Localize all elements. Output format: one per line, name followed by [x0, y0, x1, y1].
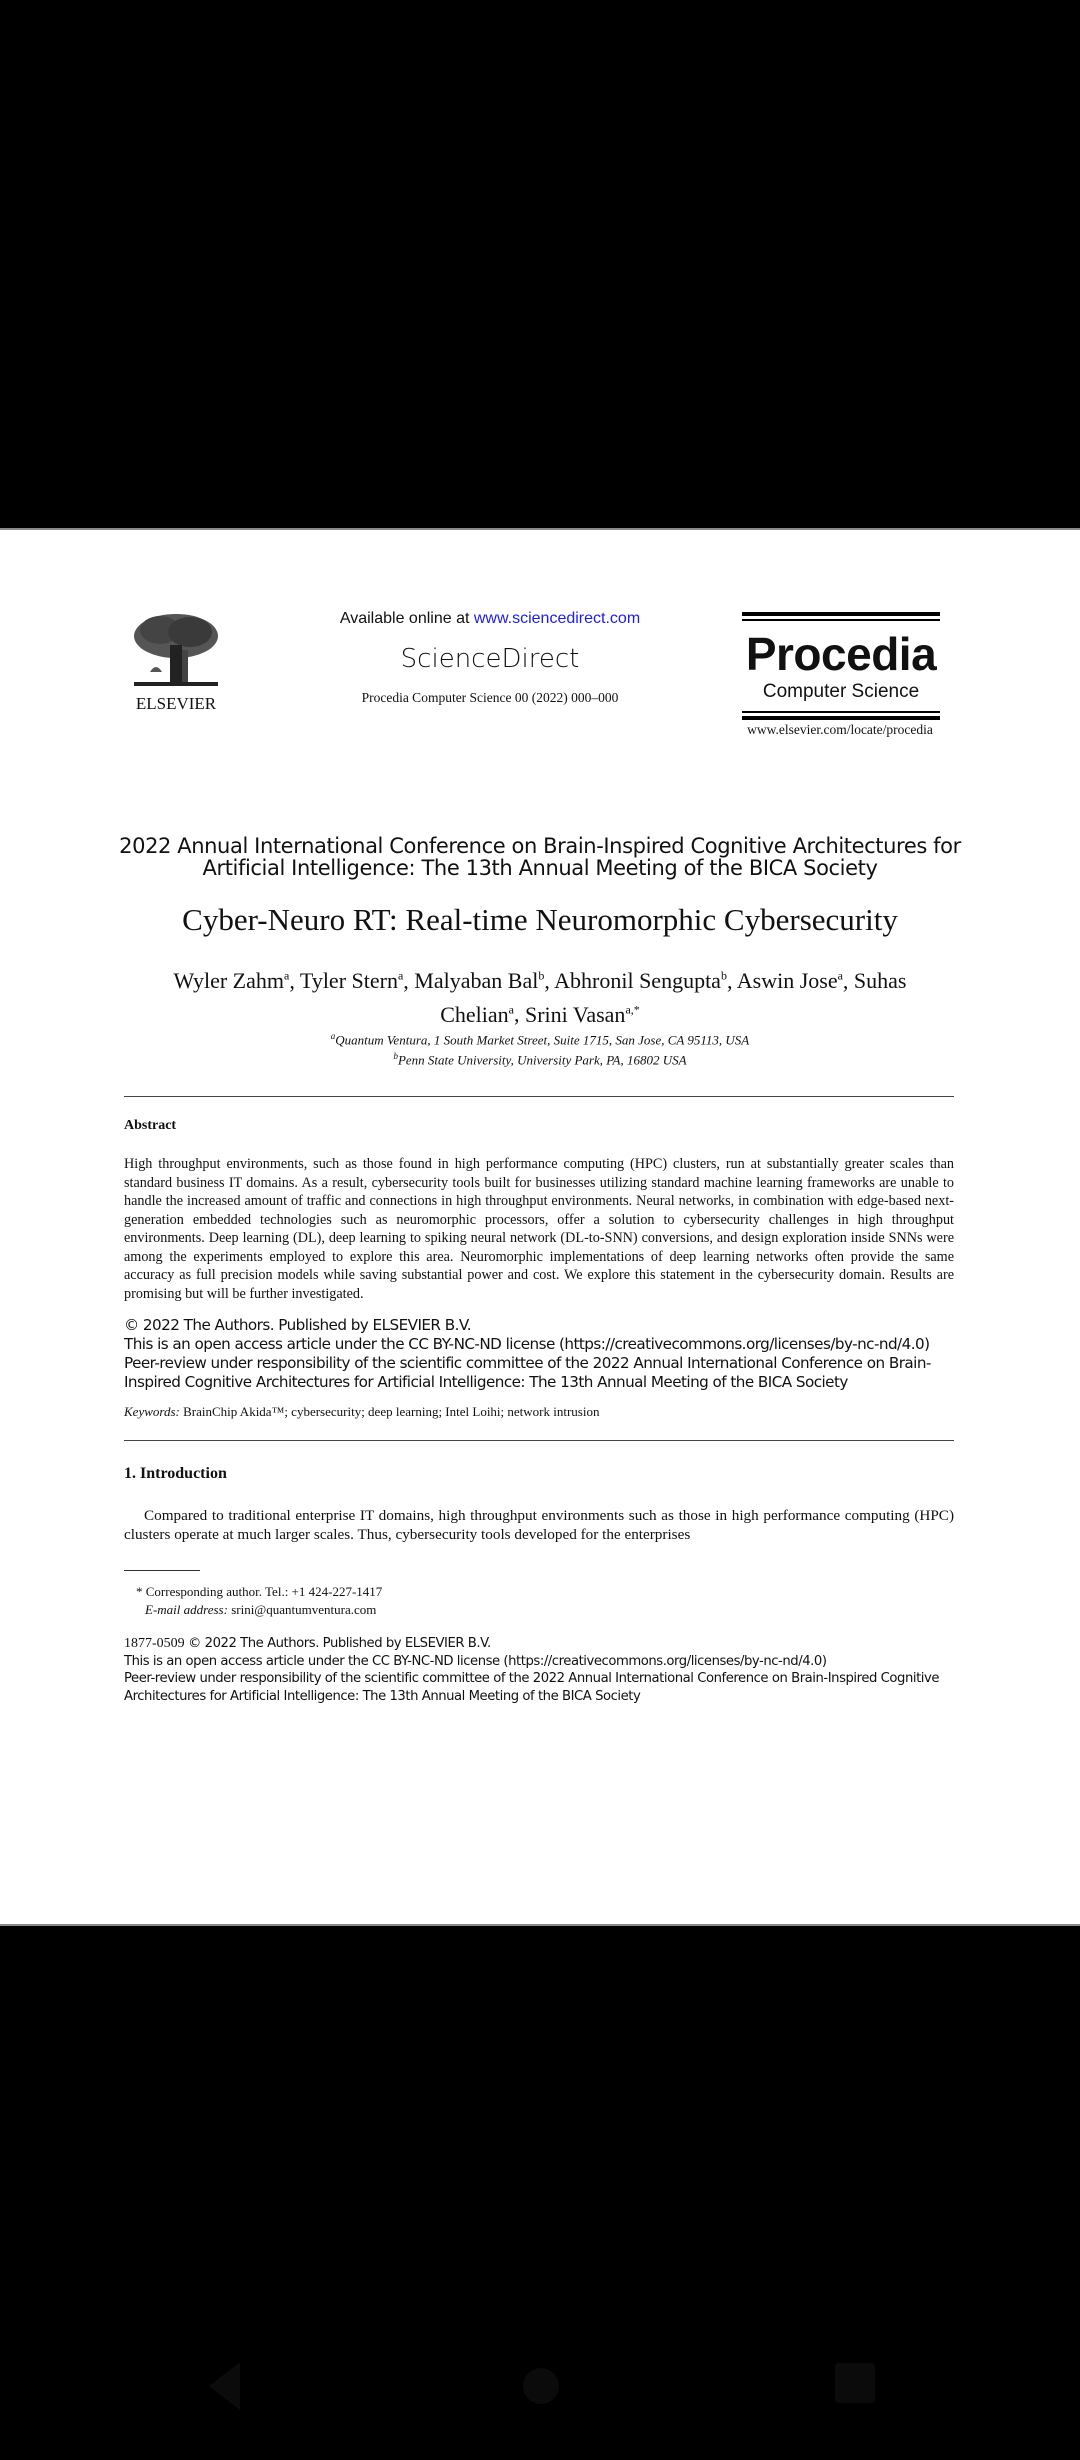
author-list: Wyler Zahm$^a$, Tyler Stern$^a$, Malyaban Bal$^b$, Abhronil Sengupta$^b$, Aswin Jose$^a$, Suhas Chelian$^a$, Srini Vasan$^{a,*}$: [173, 968, 907, 1027]
affiliation-mark: b: [720, 969, 727, 983]
email-address[interactable]: srini@quantumventura.com: [231, 1602, 377, 1617]
affiliation-mark: a: [397, 969, 404, 983]
paper-title: Cyber-Neuro RT: Real-time Neuromorphic Cybersecurity: [182, 902, 898, 937]
affiliation-mark: a: [330, 1031, 336, 1041]
author: Tyler Stern$^a$: [299, 968, 404, 994]
corresponding-author: * Corresponding author. Tel.: +1 424-227-1417: [136, 1584, 383, 1599]
intro-paragraph: Compared to traditional enterprise IT domains, high throughput environments such as those in high performance computing (HPC) clusters operate at much larger scales. Thus, cybersecurity tools developed for the enterprises: [124, 1507, 954, 1543]
abstract-copyright: © 2022 The Authors. Published by ELSEVIER B.V.: [124, 1316, 472, 1334]
logo-rule: [742, 716, 940, 720]
available-online: Available online at www.sciencedirect.com: [339, 610, 641, 627]
sciencedirect-brand: ScienceDirect: [400, 644, 580, 674]
author: Abhronil Sengupta$^b$: [554, 968, 727, 994]
journal-citation: Procedia Computer Science 00 (2022) 000–000: [361, 690, 619, 705]
back-icon[interactable]: [207, 2360, 243, 2412]
section-heading: 1. Introduction: [124, 1465, 227, 1482]
front-matter: [124, 1635, 964, 1705]
procedia-brand: Procedia: [745, 628, 937, 680]
procedia-logo: [742, 612, 940, 720]
author: Malyaban Bal$^b$: [414, 968, 545, 994]
affiliation: $^a$Quantum Ventura, 1 South Market Street, Suite 1715, San Jose, CA 95113, USA: [330, 1031, 750, 1048]
divider: [124, 1096, 954, 1097]
locate-url[interactable]: www.elsevier.com/locate/procedia: [747, 722, 933, 737]
author: Srini Vasan$^{a,*}$: [525, 1001, 640, 1027]
recents-icon[interactable]: [835, 2363, 875, 2403]
affiliation-mark: a,*: [625, 1002, 640, 1017]
pdf-page: [0, 528, 1080, 1926]
elsevier-logo: [130, 610, 222, 714]
abstract-license: This is an open access article under the CC BY-NC-ND license (https://creativecommons.org/licenses/by-nc-nd/4.0): [124, 1335, 930, 1353]
sciencedirect-link[interactable]: www.sciencedirect.com: [473, 610, 641, 627]
fm-peer-review: Peer-review under responsibility of the scientific committee of the 2022 Annual International Conference on Brain-Inspired Cognitive Architectures for Artificial Intelligence: The 13th Annual Meeting of the BICA Society: [124, 1671, 940, 1704]
author: Suhas Chelian$^a$: [440, 968, 907, 1027]
author: Wyler Zahm$^a$: [173, 968, 290, 994]
affiliation: $^b$Penn State University, University Park, PA, 16802 USA: [393, 1051, 687, 1068]
footnote: [136, 1583, 382, 1619]
affiliation-mark: a: [283, 969, 290, 983]
abstract-body: High throughput environments, such as those found in high performance computing (HPC) clusters, run at substantially greater scales than standard business IT domains. As a result, cybersecurity tools built for businesses utilizing standard machine learning frameworks are unable to handle the increased amount of traffic and connections in high throughput environments. Neural networks, in combination with edge-based next-generation embedded technologies such as neuromorphic processors, offer a solution to cybersecurity challenges in high throughput environments. Deep learning (DL), deep learning to spiking neural network (DL-to-SNN) conversions, and design exploration inside SNNs were among the experiments employed to explore this area. Neuromorphic implementations of deep learning networks often provide the same accuracy as full precision models while saving substantial power and cost. We explore this statement in the cybersecurity domain. Results are promising but will be further investigated.: [124, 1156, 954, 1302]
logo-rule: [742, 619, 940, 621]
conference-name: 2022 Annual International Conference on Brain-Inspired Cognitive Architectures for Artificial Intelligence: The 13th Annual Meeting of the BICA Society: [119, 834, 961, 880]
publisher-name: ELSEVIER: [135, 694, 217, 713]
fm-copyright: © 2022 The Authors. Published by ELSEVIER B.V.: [188, 1636, 491, 1651]
keywords: [124, 1404, 599, 1420]
divider: [124, 1440, 954, 1441]
keywords-label: Keywords:: [124, 1404, 180, 1419]
abstract-peer-review: Peer-review under responsibility of the scientific committee of the 2022 Annual International Conference on Brain-Inspired Cognitive Architectures for Artificial Intelligence: The 13th Annual Meeting of the BICA Society: [124, 1354, 931, 1391]
issn: 1877-0509: [124, 1636, 185, 1651]
affiliation-mark: b: [538, 969, 545, 983]
fm-license: This is an open access article under the CC BY-NC-ND license (https://creativecommons.org/licenses/by-nc-nd/4.0): [124, 1653, 827, 1669]
footnote-rule: [124, 1570, 200, 1571]
logo-rule: [742, 711, 940, 713]
logo-rule: [742, 612, 940, 616]
affiliation-mark: a: [508, 1002, 514, 1017]
journal-header: [300, 610, 680, 706]
abstract-heading: Abstract: [124, 1118, 177, 1133]
keywords-list: BrainChip Akida™; cybersecurity; deep learning; Intel Loihi; network intrusion: [183, 1404, 600, 1419]
affiliations: [200, 1028, 880, 1069]
author: Aswin Jose$^a$: [736, 968, 843, 994]
email-label: E-mail address:: [145, 1602, 228, 1617]
affiliation-mark: a: [837, 969, 843, 983]
procedia-sub: Computer Science: [762, 681, 920, 702]
affiliation-mark: b: [393, 1051, 398, 1062]
elsevier-tree-icon: [130, 610, 222, 692]
home-icon[interactable]: [523, 2368, 559, 2404]
